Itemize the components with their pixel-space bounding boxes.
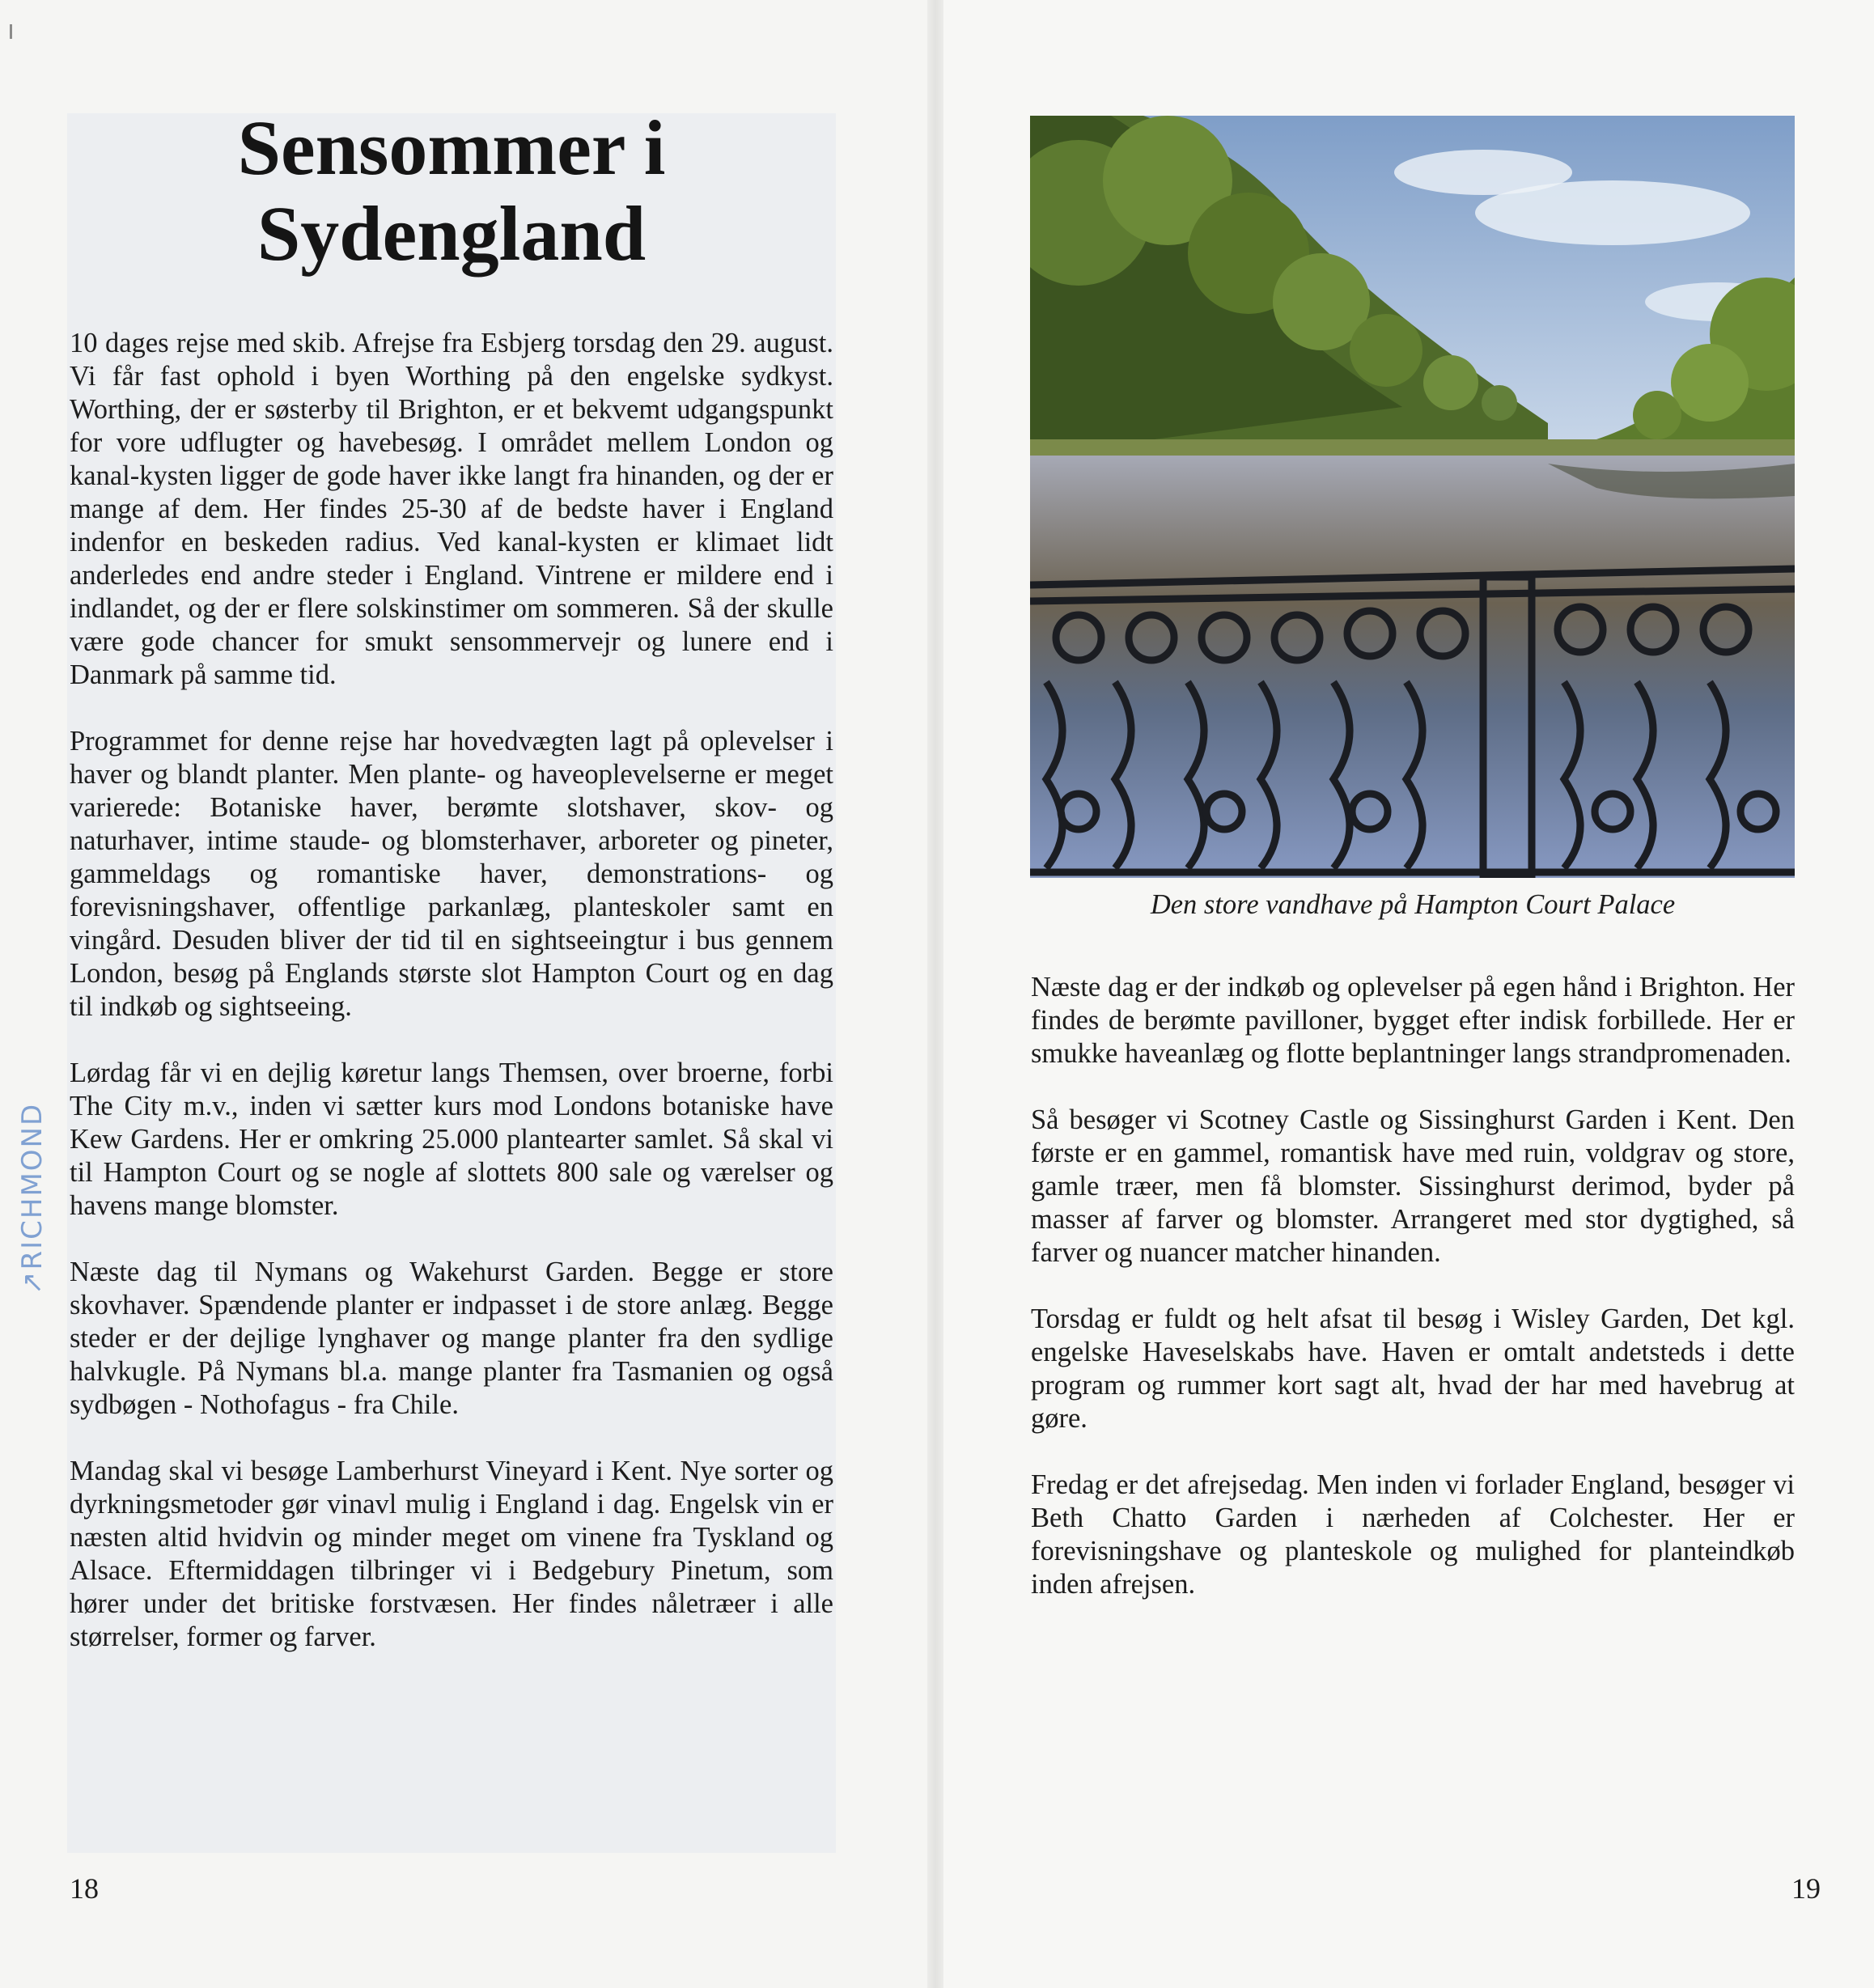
right-text-column: [1031, 971, 1795, 1601]
paragraph-friday: Fredag er det afrejsedag. Men inden vi forlader England, besøger vi Beth Chatto Garden i nærheden af Colchester. Her er forevisningshave og planteskole og mulighed for planteindkøb inden afrejsen.: [1031, 1469, 1795, 1600]
page-gutter: [927, 0, 943, 1988]
page-number-right: 19: [1791, 1872, 1821, 1905]
paragraph-monday: Mandag skal vi besøge Lamberhurst Vineyard i Kent. Nye sorter og dyrkningsmetoder gør vinavl mulig i England i dag. Engelsk vin er næsten altid hvidvin og minder meget om vinene fra Tyskland og Alsace. Eftermiddagen tilbringer vi i Bedgebury Pinetum, som hører under det britiske forstvæsen. Her findes nåletræer i alle størrelser, former og farver.: [70, 1456, 833, 1652]
paragraph-scotney: Så besøger vi Scotney Castle og Sissinghurst Garden i Kent. Den første er en gammel, romantisk have med ruin, voldgrav og store, gamle træer, men få blomster. Sissinghurst derimod, byder på masser af farver og blomster. Arrangeret med stor dygtighed, så farver og nuancer matcher hinanden.: [1031, 1104, 1795, 1268]
left-text-column: [70, 327, 833, 1654]
right-page: [943, 0, 1874, 1988]
photo-caption: Den store vandhave på Hampton Court Palace: [1150, 889, 1676, 920]
handwritten-annotation: ↗RICHMOND: [16, 1102, 49, 1295]
page-number-left: 18: [70, 1872, 99, 1905]
page-title: Sensommer i Sydengland: [237, 104, 666, 277]
scan-mark: [10, 24, 12, 39]
paragraph-intro: 10 dages rejse med skib. Afrejse fra Esbjerg torsdag den 29. august. Vi får fast ophold i byen Worthing på den engelske sydkyst. Worthing, der er søsterby til Brighton, er et bekvemt udgangspunkt for vore udflugter og havebesøg. I området mellem London og kanal-kysten ligger de gode haver ikke langt fra hinanden, og der er mange af dem. Her findes 25-30 af de bedste haver i England indenfor en beskeden radius. Ved kanal-kysten er klimaet lidt anderledes end andre steder i England. Vintrene er mildere end i indlandet, og der er flere solskinstimer om sommeren. Så der skulle være gode chancer for smukt sensommervejr og lunere end i Danmark på samme tid.: [70, 328, 833, 690]
paragraph-wisley: Torsdag er fuldt og helt afsat til besøg i Wisley Garden, Det kgl. engelske Haveselskabs have. Haven er omtalt andetsteds i dette program og rummer kort sagt alt, hvad der har med havebrug at gøre.: [1031, 1303, 1795, 1434]
paragraph-brighton: Næste dag er der indkøb og oplevelser på egen hånd i Brighton. Her findes de berømte pavilloner, bygget efter indisk forbillede. Her er smukke haveanlæg og flotte beplantninger langs strandpromenaden.: [1031, 972, 1795, 1069]
photo-illustration: [1030, 116, 1795, 878]
photo-hampton-court-water-garden: [1030, 116, 1795, 878]
left-page: [0, 0, 931, 1988]
paragraph-nymans: Næste dag til Nymans og Wakehurst Garden. Begge er store skovhaver. Spændende planter er indpasset i de store anlæg. Begge steder er der dejlige lynghaver og mange planter fra den sydlige halvkugle. På Nymans bl.a. mange planter fra Tasmanien og også sydbøgen - Nothofagus - fra Chile.: [70, 1257, 833, 1420]
paragraph-program: Programmet for denne rejse har hovedvægten lagt på oplevelser i haver og blandt planter. Men plante- og haveoplevelserne er meget varierede: Botaniske haver, berømte slotshaver, skov- og naturhaver, intime staude- og blomsterhaver, arboreter og pineter, gammeldags og romantiske haver, demonstrations- og forevisningshaver, offentlige parkanlæg, planteskoler samt en vingård. Desuden bliver der tid til en sightseeingtur i bus gennem London, besøg på Englands største slot Hampton Court og en dag til indkøb og sightseeing.: [70, 726, 833, 1022]
paragraph-saturday: Lørdag får vi en dejlig køretur langs Themsen, over broerne, forbi The City m.v., inden vi sætter kurs mod Londons botaniske have Kew Gardens. Her er omkring 25.000 plantearter samlet. Så skal vi til Hampton Court og se nogle af slottets 800 sale og værelser og havens mange blomster.: [70, 1058, 833, 1221]
